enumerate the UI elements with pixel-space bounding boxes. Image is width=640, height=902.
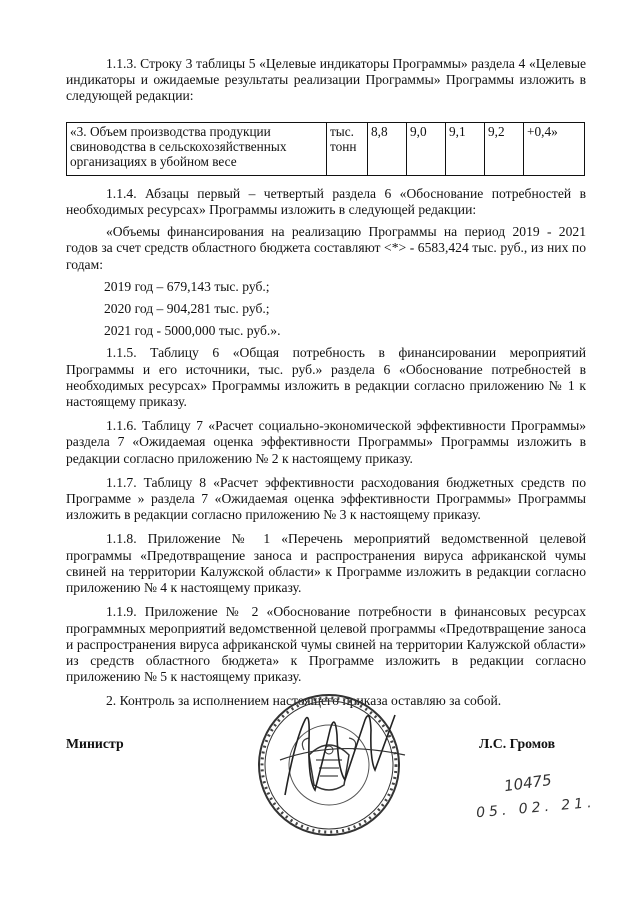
year-2021-line: 2021 год - 5000,000 тыс. руб.». (104, 323, 281, 339)
indicator-table (66, 122, 585, 176)
paragraph-1-1-9: 1.1.9. Приложение № 2 «Обоснование потребности в финансовых ресурсах программных мероприятий ведомственной целевой программы «Предотвращение заноса и распространения вируса африканской чумы свиней на территории Калужской области» из средств областного бюджета» к Программе изложить в редакции согласно приложению № 5 к настоящему приказу. (66, 604, 586, 685)
paragraph-1-1-7: 1.1.7. Таблицу 8 «Расчет эффективности расходования бюджетных средств по Программе » раздела 7 «Ожидаемая оценка эффективности Программы» Программы изложить в редакции согласно приложению № 3 к настоящему приказу. (66, 474, 586, 523)
indicator-name-cell: «3. Объем производства продукции свиноводства в сельскохозяйственных организациях в убойном весе (67, 122, 327, 175)
value-cell-1: 8,8 (368, 122, 407, 175)
year-2020-line: 2020 год – 904,281 тыс. руб.; (104, 301, 270, 317)
registration-number: 10475 (502, 770, 553, 796)
signer-title: Министр (66, 736, 124, 751)
value-cell-4: 9,2 (485, 122, 524, 175)
year-2019-line: 2019 год – 679,143 тыс. руб.; (104, 278, 270, 294)
table-row (67, 122, 585, 175)
paragraph-1-1-4: 1.1.4. Абзацы первый – четвертый раздела 6 «Обоснование потребностей в необходимых ресурсах» Программы изложить в следующей редакции: (66, 185, 586, 218)
document-body (66, 56, 586, 710)
signature-block (66, 736, 606, 756)
paragraph-1-1-6: 1.1.6. Таблицу 7 «Расчет социально-экономической эффективности Программы» раздела 7 «Ожидаемая оценка эффективности Программы» Программы изложить в редакции согласно приложению № 2 к настоящему приказу. (66, 418, 586, 466)
paragraph-1-1-8: 1.1.8. Приложение № 1 «Перечень мероприятий ведомственной целевой программы «Предотвращение заноса и распространения вируса африканской чумы свиней на территории Калужской области» к Программе изложить в редакции согласно приложению № 4 к настоящему приказу. (66, 531, 586, 596)
value-cell-5: +0,4» (524, 122, 585, 175)
paragraph-1-1-5: 1.1.5. Таблицу 6 «Общая потребность в финансировании мероприятий Программы и его источники, тыс. руб.» раздела 6 «Обоснование потребностей в необходимых ресурсах» Программы изложить в редакции согласно приложению № 1 к настоящему приказу. (66, 345, 586, 410)
handwritten-signature-icon (275, 700, 415, 820)
signer-name: Л.С. Громов (479, 736, 556, 751)
registration-date: 05. 02. 21. (475, 794, 597, 822)
paragraph-financing: «Объемы финансирования на реализацию Программы на период 2019 - 2021 годов за счет средств областного бюджета составляют <*> - 6583,424 тыс. руб., из них по годам: (66, 224, 586, 272)
paragraph-2-control: 2. Контроль за исполнением настоящего приказа оставляю за собой. (106, 693, 502, 709)
paragraph-1-1-3: 1.1.3. Строку 3 таблицы 5 «Целевые индикаторы Программы» раздела 4 «Целевые индикаторы и ожидаемые результаты реализации Программы» Программы изложить в следующей редакции: (66, 56, 586, 104)
unit-cell: тыс. тонн (327, 122, 368, 175)
value-cell-3: 9,1 (446, 122, 485, 175)
value-cell-2: 9,0 (407, 122, 446, 175)
